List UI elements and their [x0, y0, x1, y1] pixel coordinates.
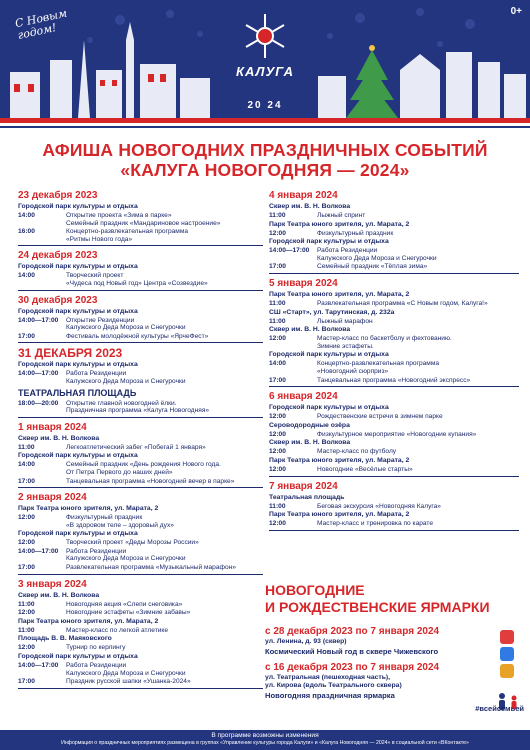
- venue-name: Театральная площадь: [269, 493, 345, 501]
- event-description: Мастер-класс по футболу: [317, 448, 397, 456]
- venue-name: Городской парк культуры и отдыха: [269, 404, 389, 412]
- day-date: 3 января 2024: [18, 578, 87, 590]
- event-description: Новогодние эстафеты «Зимние забавы»: [66, 609, 191, 617]
- event-description: Работа Резиденции Калужского Деда Мороза и Снегурочки: [66, 370, 186, 385]
- event-row: [18, 609, 263, 617]
- venue-name: Сквер им. В. Н. Волкова: [269, 326, 351, 334]
- venue-name: Парк Театра юного зрителя, ул. Марата, 2: [269, 290, 410, 298]
- venue-name: Сквер им. В. Н. Волкова: [269, 203, 351, 210]
- event-row: [269, 360, 519, 375]
- divider: [18, 574, 263, 575]
- event-time: 11:00: [18, 626, 35, 634]
- event-time: 18:00—20:00: [18, 399, 59, 407]
- venue-name: Сквер им. В. Н. Волкова: [18, 434, 100, 442]
- event-row: [18, 548, 263, 563]
- event-time: 17:00: [18, 332, 35, 340]
- event-time: 12:00: [269, 465, 286, 473]
- event-description: Физкультурный праздник «В здоровом теле – здоровый дух»: [66, 514, 174, 529]
- event-row: [18, 370, 263, 385]
- venue-name: Сквер им. В. Н. Волкова: [269, 439, 351, 447]
- event-time: 11:00: [18, 600, 35, 608]
- event-time: 14:00—17:00: [18, 547, 59, 555]
- event-description: Беговая экскурсия «Новогодняя Калуга»: [317, 502, 441, 510]
- event-row: [18, 601, 263, 609]
- event-time: 11:00: [269, 502, 286, 510]
- event-description: Развлекательная программа «С Новым годом, Калуга!»: [317, 299, 488, 307]
- event-row: [269, 247, 519, 262]
- event-row: [269, 335, 519, 350]
- event-time: 14:00: [18, 212, 35, 219]
- day-block: [18, 347, 263, 417]
- fair-name: Космический Новый год в сквере Чижевского: [265, 647, 439, 656]
- event-description: Мастер-класс и тренировка по карате: [317, 520, 434, 528]
- event-row: [269, 520, 519, 528]
- venue-name: ТЕАТРАЛЬНАЯ ПЛОЩАДЬ: [18, 387, 137, 398]
- event-description: Концертно-развлекательная программа «Ритмы Нового года»: [66, 228, 189, 243]
- day-block: [269, 278, 519, 387]
- event-description: Лыжный марафон: [317, 317, 373, 325]
- event-time: 11:00: [269, 212, 286, 219]
- event-time: 12:00: [269, 448, 286, 456]
- event-row: [18, 678, 263, 686]
- event-time: 17:00: [269, 376, 286, 384]
- event-description: Семейный праздник «Тёплая зима»: [317, 263, 428, 271]
- fairs-title-line-1: НОВОГОДНИЕ: [265, 582, 365, 598]
- day-date: 5 января 2024: [269, 277, 338, 289]
- event-description: Турнир по керлингу: [66, 644, 126, 652]
- divider: [269, 476, 519, 477]
- event-row: [269, 230, 519, 238]
- fair-item: [265, 626, 521, 656]
- venue-name: Городской парк культуры и отдыха: [18, 307, 138, 315]
- event-row: [269, 431, 519, 439]
- event-row: [269, 377, 519, 385]
- event-row: [18, 461, 263, 476]
- day-block: [18, 190, 263, 246]
- footer-notice: В программе возможны изменения: [211, 732, 319, 739]
- fairs-section: [265, 578, 521, 700]
- day-date: 23 декабря 2023: [18, 190, 98, 201]
- day-date: 7 января 2024: [269, 480, 338, 492]
- day-date: 1 января 2024: [18, 421, 87, 433]
- day-block: [18, 295, 263, 344]
- event-row: [269, 263, 519, 271]
- schedule-left-column: [18, 186, 263, 689]
- event-description: Открытие главной новогодней ёлки. Праздничная программа «Калуга Новогодняя»: [66, 399, 210, 415]
- day-block: [18, 492, 263, 575]
- event-time: 14:00—17:00: [18, 316, 59, 324]
- event-description: Танцевальная программа «Новогодний вечер в парке»: [66, 477, 235, 485]
- event-description: Физкультурное мероприятие «Новогодние купания»: [317, 430, 477, 438]
- event-description: Фестиваль молодёжной культуры «ЯрчеФест»: [66, 332, 209, 340]
- event-description: Новогодние «Весёлые старты»: [317, 465, 413, 473]
- event-description: Развлекательная программа «Музыкальный марафон»: [66, 564, 236, 572]
- event-description: Семейный праздник «День рождения Нового года. От Петра Первого до наших дней»: [66, 461, 221, 476]
- venue-name: Парк Театра юного зрителя, ул. Марата, 2: [269, 511, 410, 519]
- event-time: 12:00: [18, 609, 35, 617]
- page-title-line-2: «КАЛУГА НОВОГОДНЯЯ — 2024»: [120, 160, 410, 180]
- fair-address: ул. Ленина, д. 93 (сквер): [265, 638, 347, 645]
- fairs-title: [265, 578, 521, 620]
- event-description: Творческий проект «Чудеса под Новый год» Центра «Созвездие»: [66, 272, 208, 287]
- event-description: Рождественские встречи в зимнем парке: [317, 413, 443, 421]
- event-row: [18, 333, 263, 341]
- footer: [0, 730, 530, 750]
- event-time: 17:00: [269, 263, 286, 271]
- header-banner: [0, 0, 530, 132]
- event-time: 12:00: [269, 520, 286, 528]
- event-row: [269, 448, 519, 456]
- venue-name: СШ «Старт», ул. Тарутинская, д. 232а: [269, 308, 395, 316]
- event-row: [18, 514, 263, 529]
- event-description: Работа Резиденции Калужского Деда Мороза и Снегурочки: [66, 662, 186, 677]
- fair-name: Новогодняя праздничная ярмарка: [265, 691, 395, 700]
- event-row: [269, 413, 519, 421]
- venue-name: Городской парк культуры и отдыха: [269, 351, 389, 359]
- venue-name: Городской парк культуры и отдыха: [18, 452, 138, 460]
- event-row: [269, 318, 519, 326]
- day-block: [269, 481, 519, 531]
- event-description: Работа Резиденции Калужского Деда Мороза и Снегурочки: [66, 547, 186, 563]
- new-year-sign: С Новым годом!: [13, 6, 69, 42]
- event-time: 14:00—17:00: [18, 370, 59, 378]
- day-block: [269, 190, 519, 274]
- event-description: Мастер-класс по баскетболу и фехтованию. Зимние эстафеты.: [317, 335, 452, 350]
- event-time: 12:00: [18, 514, 35, 522]
- event-time: 11:00: [269, 317, 286, 325]
- event-description: Физкультурный праздник: [317, 229, 394, 237]
- event-time: 16:00: [18, 228, 35, 236]
- event-time: 12:00: [18, 644, 35, 652]
- venue-name: Парк Театра юного зрителя, ул. Марата, 2: [18, 505, 159, 513]
- venue-name: Площадь В. В. Маяковского: [18, 635, 112, 643]
- event-description: Открытие Резиденции Калужского Деда Мороза и Снегурочки: [66, 316, 186, 332]
- day-block: [18, 250, 263, 290]
- schedule-right-column: [269, 186, 519, 531]
- page-title: [0, 140, 530, 180]
- event-time: 12:00: [18, 539, 35, 547]
- event-row: [18, 662, 263, 677]
- social-icons: [500, 630, 520, 681]
- fair-address: ул. Театральная (пешеходная часть), ул. Кирова (вдоль Театрального сквера): [265, 674, 402, 689]
- divider: [269, 273, 519, 274]
- event-time: 12:00: [269, 229, 286, 237]
- event-description: Праздник русской шапки «Ушанка-2024»: [66, 678, 191, 686]
- day-block: [269, 391, 519, 476]
- divider: [269, 386, 519, 387]
- event-row: [18, 627, 263, 635]
- day-date: 6 января 2024: [269, 391, 338, 403]
- hashtag: #всейсемьей: [475, 704, 524, 713]
- event-description: Работа Резиденции Калужского Деда Мороза и Снегурочки: [317, 247, 437, 262]
- social-orange-icon[interactable]: [500, 664, 514, 678]
- footer-info: Информация о праздничных мероприятиях размещена в группах «Управление культуры города Калуги» и «Калуга Новогодняя — 2024» в социальной сети «ВКонтакте»: [61, 740, 469, 746]
- event-row: [269, 212, 519, 220]
- venue-name: Городской парк культуры и отдыха: [18, 361, 138, 369]
- event-time: 12:00: [269, 413, 286, 421]
- day-date: 2 января 2024: [18, 492, 87, 504]
- day-block: [18, 422, 263, 488]
- page-title-line-1: АФИША НОВОГОДНИХ ПРАЗДНИЧНЫХ СОБЫТИЙ: [42, 140, 488, 160]
- event-description: Открытие проекта «Зима в парке» Семейный праздник «Мандариновое настроение»: [66, 212, 221, 227]
- venue-name: Сероводородные озёра: [269, 421, 350, 429]
- event-time: 14:00: [18, 461, 35, 469]
- fair-item: [265, 662, 521, 700]
- event-description: Творческий проект «Деды Морозы России»: [66, 539, 199, 547]
- divider: [269, 530, 519, 531]
- social-red-icon[interactable]: [500, 630, 514, 644]
- day-block: [18, 579, 263, 689]
- event-row: [269, 300, 519, 308]
- event-row: [269, 466, 519, 474]
- event-time: 17:00: [18, 477, 35, 485]
- venue-name: Городской парк культуры и отдыха: [18, 263, 138, 271]
- event-description: Концертно-развлекательная программа «Новогодний сюрприз»: [317, 360, 440, 375]
- event-row: [18, 539, 263, 547]
- event-row: [18, 400, 263, 415]
- event-time: 12:00: [269, 335, 286, 343]
- divider: [18, 290, 263, 291]
- event-time: 14:00: [18, 272, 35, 280]
- event-time: 14:00—17:00: [269, 247, 310, 255]
- day-date: 24 декабря 2023: [18, 250, 98, 262]
- divider: [18, 342, 263, 343]
- event-description: Мастер-класс по легкой атлетике: [66, 626, 169, 634]
- event-description: Лыжный спринт: [317, 212, 366, 219]
- venue-name: Парк Театра юного зрителя, ул. Марата, 2: [269, 456, 410, 464]
- event-time: 14:00: [269, 360, 286, 368]
- event-row: [18, 212, 263, 227]
- venue-name: Сквер им. В. Н. Волкова: [18, 591, 100, 599]
- event-description: Легкоатлетический забег «Побегай 1 января»: [66, 443, 206, 451]
- logo-year: 20 24: [247, 100, 283, 111]
- day-date: 4 января 2024: [269, 190, 338, 201]
- event-row: [18, 444, 263, 452]
- venue-name: Городской парк культуры и отдыха: [18, 530, 138, 538]
- fair-date: с 28 декабря 2023 по 7 января 2024: [265, 626, 440, 637]
- venue-name: Парк Театра юного зрителя, ул. Марата, 2: [18, 617, 159, 625]
- event-time: 12:00: [269, 430, 286, 438]
- age-rating-badge: 0+: [510, 6, 522, 17]
- day-date: 30 декабря 2023: [18, 294, 98, 306]
- event-row: [269, 503, 519, 511]
- day-date: 31 ДЕКАБРЯ 2023: [18, 346, 123, 361]
- venue-name: Городской парк культуры и отдыха: [18, 653, 138, 661]
- event-time: 17:00: [18, 678, 35, 686]
- event-row: [18, 228, 263, 243]
- event-row: [18, 644, 263, 652]
- event-time: 11:00: [18, 443, 35, 451]
- divider: [18, 487, 263, 488]
- event-time: 14:00—17:00: [18, 662, 59, 670]
- event-row: [18, 272, 263, 287]
- social-blue-icon[interactable]: [500, 647, 514, 661]
- fairs-title-line-2: И РОЖДЕСТВЕНСКИЕ ЯРМАРКИ: [265, 599, 490, 615]
- event-row: [18, 564, 263, 572]
- event-row: [18, 317, 263, 332]
- event-description: Танцевальная программа «Новогодний экспресс»: [317, 376, 471, 384]
- event-time: 11:00: [269, 299, 286, 307]
- divider: [18, 245, 263, 246]
- event-description: Новогодняя акция «Слепи снеговика»: [66, 600, 183, 608]
- fair-date: с 16 декабря 2023 по 7 января 2024: [265, 662, 440, 673]
- divider: [18, 417, 263, 418]
- logo-title: КАЛУГА: [236, 64, 294, 79]
- event-row: [18, 478, 263, 486]
- divider: [18, 688, 263, 689]
- venue-name: Городской парк культуры и отдыха: [18, 203, 138, 210]
- venue-name: Парк Театра юного зрителя, ул. Марата, 2: [269, 220, 410, 228]
- event-time: 17:00: [18, 564, 35, 572]
- venue-name: Городской парк культуры и отдыха: [269, 238, 389, 246]
